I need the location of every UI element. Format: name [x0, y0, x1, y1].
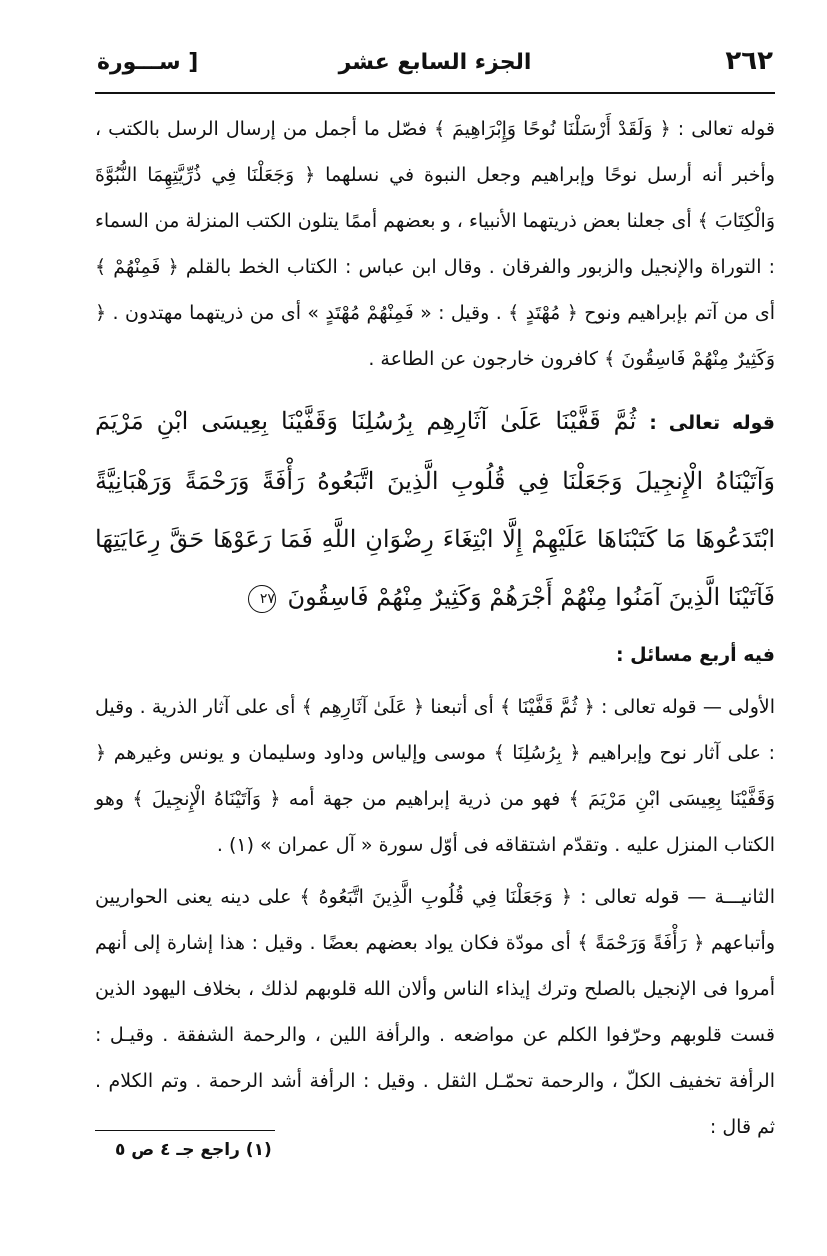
- footnote-divider: [95, 1130, 275, 1131]
- verse-text: ثُمَّ قَفَّيْنَا عَلَىٰ آثَارِهِم بِرُسُلِنَا وَقَفَّيْنَا بِعِيسَى ابْنِ مَرْيَمَ وَآتَيْنَاهُ الْإِنجِيلَ وَجَعَلْنَا فِي قُلُوبِ الَّذِينَ اتَّبَعُوهُ رَأْفَةً وَرَحْمَةً وَرَهْبَانِيَّةً ابْتَدَعُوهَا مَا كَتَبْنَاهَا عَلَيْهِمْ إِلَّا ابْتِغَاءَ رِضْوَانِ اللَّهِ فَمَا رَعَوْهَا حَقَّ رِعَايَتِهَا فَآتَيْنَا الَّذِينَ آمَنُوا مِنْهُمْ أَجْرَهُمْ وَكَثِيرٌ مِنْهُمْ فَاسِقُونَ: [95, 407, 775, 611]
- running-header: [95, 40, 775, 94]
- second-issue-paragraph: الثانيـــة — قوله تعالى : ﴿ وَجَعَلْنَا فِي قُلُوبِ الَّذِينَ اتَّبَعُوهُ ﴾ على دينه يعنى الحواريين وأتباعهم ﴿ رَأْفَةً وَرَحْمَةً ﴾ أى مودّة فكان يواد بعضهم بعضًا . وقيل : هذا إشارة إلى أنهم أمروا فى الإنجيل بالصلح وترك إيذاء الناس وألان الله قلوبهم لذلك ، بخلاف اليهود الذين قست قلوبهم وحرّفوا الكلم عن مواضعه . والرأفة اللين ، والرحمة الشفقة . وقيـل : الرأفة تخفيف الكلّ ، والرحمة تحمّـل الثقل . وقيل : الرأفة أشد الرحمة . وتم الكلام . ثم قال :: [95, 886, 775, 1138]
- part-title: الجزء السابع عشر: [338, 50, 532, 75]
- page-number: ٢٦٢: [725, 46, 773, 76]
- verse-number-marker: ٢٧: [248, 585, 276, 613]
- surah-title: [ ســـورة: [97, 50, 199, 75]
- book-page: [95, 40, 775, 1220]
- verse-label: قوله تعالى :: [649, 412, 776, 434]
- first-issue-paragraph: الأولى — قوله تعالى : ﴿ ثُمَّ قَفَّيْنَا ﴾ أى أتبعنا ﴿ عَلَىٰ آثَارِهِم ﴾ أى على آثار الذرية . وقيل : على آثار نوح وإبراهيم ﴿ بِرُسُلِنَا ﴾ موسى وإلياس وداود وسليمان و يونس وغيرهم ﴿ وَقَفَّيْنَا بِعِيسَى ابْنِ مَرْيَمَ ﴾ فهو من ذرية إبراهيم من جهة أمه ﴿ وَآتَيْنَاهُ الْإِنجِيلَ ﴾ وهو الكتاب المنزل عليه . وتقدّم اشتقاقه فى أوّل سورة « آل عمران » (١) .: [95, 696, 775, 856]
- footnote: (١) راجع جـ ٤ ص ٥: [115, 1140, 272, 1160]
- commentary-paragraph-intro: قوله تعالى : ﴿ وَلَقَدْ أَرْسَلْنَا نُوحًا وَإِبْرَاهِيمَ ﴾ فصّل ما أجمل من إرسال الرسل بالكتب ، وأخبر أنه أرسل نوحًا وإبراهيم وجعل النبوة في نسلهما ﴿ وَجَعَلْنَا فِي ذُرِّيَّتِهِمَا النُّبُوَّةَ وَالْكِتَابَ ﴾ أى جعلنا بعض ذريتهما الأنبياء ، و بعضهم أممًا يتلون الكتب المنزلة من السماء : التوراة والإنجيل والزبور والفرقان . وقال ابن عباس : الكتاب الخط بالقلم ﴿ فَمِنْهُمْ ﴾ أى من آتم بإبراهيم ونوح ﴿ مُهْتَدٍ ﴾ . وقيل : « فَمِنْهُمْ مُهْتَدٍ » أى من ذريتهما مهتدون . ﴿ وَكَثِيرٌ مِنْهُمْ فَاسِقُونَ ﴾ كافرون خارجون عن الطاعة .: [95, 118, 775, 370]
- quran-verse-block: [95, 392, 775, 626]
- issues-intro: فيه أربع مسائل :: [615, 644, 775, 666]
